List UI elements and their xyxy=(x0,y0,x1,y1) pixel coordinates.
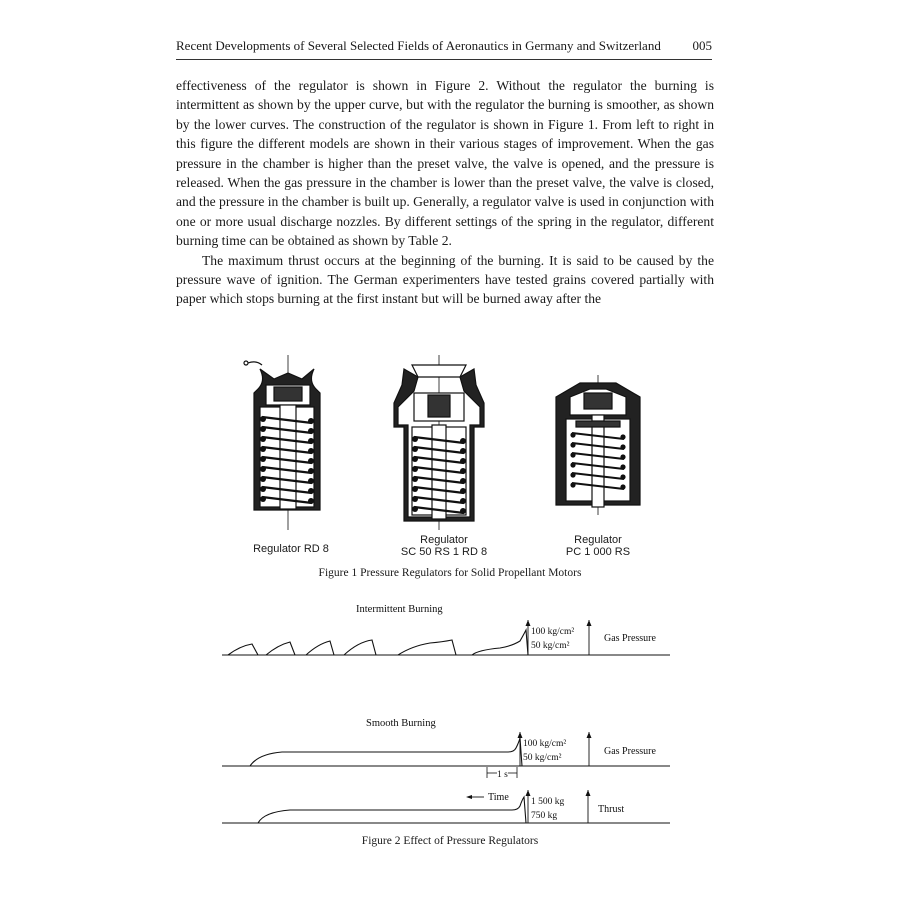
scale-1500-label: 1 500 kg xyxy=(531,797,565,807)
regulator-pc1000-drawing xyxy=(550,375,646,515)
time-scale-label: 1 s xyxy=(497,770,508,780)
regulator-pc1000-label xyxy=(546,534,650,558)
running-header-title: Recent Developments of Several Selected Fields of Aeronautics in Germany and Switzerland xyxy=(176,38,661,53)
running-header xyxy=(176,38,712,60)
regulator-label-line1: Regulator xyxy=(420,534,468,546)
regulator-label-line2: PC 1 000 RS xyxy=(565,546,631,558)
panel3-scale-arrow xyxy=(526,790,531,796)
paragraph: The maximum thrust occurs at the beginning of the burning. It is said to be caused by the pressure wave of ignition. The German experimenters have tested grains covered partially with paper which stops burning at the first instant but will be burned away after the xyxy=(176,252,714,307)
regulator-rd8-drawing xyxy=(236,355,336,530)
thrust-label: Thrust xyxy=(598,804,625,815)
figure-2 xyxy=(0,595,900,845)
thrust-trace xyxy=(258,797,526,823)
intermittent-pressure-trace xyxy=(228,630,528,655)
page-number: 005 xyxy=(692,38,712,53)
figure-2-caption: Figure 2 Effect of Pressure Regulators xyxy=(361,835,539,847)
gas-pressure-label: Gas Pressure xyxy=(604,746,656,757)
body-text xyxy=(176,76,714,309)
regulator-sc50-label xyxy=(384,534,504,558)
scale-100-label: 100 kg/cm² xyxy=(531,627,575,637)
scale-50-label: 50 kg/cm² xyxy=(523,753,562,763)
panel2-scale-arrow xyxy=(518,732,523,738)
gas-pressure-label: Gas Pressure xyxy=(604,633,656,644)
panel1-title: Intermittent Burning xyxy=(356,604,443,615)
scale-50-label: 50 kg/cm² xyxy=(531,641,570,651)
figure-1 xyxy=(0,355,900,585)
regulator-label-line2: SC 50 RS 1 RD 8 xyxy=(400,546,488,558)
regulator-label-line1: Regulator xyxy=(574,534,622,546)
time-arrowhead xyxy=(466,795,472,799)
figure-1-caption: Figure 1 Pressure Regulators for Solid Propellant Motors xyxy=(318,567,582,579)
thrust-arrow xyxy=(586,790,591,796)
panel1-scale-arrow xyxy=(526,620,531,626)
time-arrow-label: Time xyxy=(488,792,509,803)
gas-pressure-arrow xyxy=(587,620,592,626)
gas-pressure-arrow xyxy=(587,732,592,738)
regulator-rd8-label xyxy=(236,543,346,555)
scale-100-label: 100 kg/cm² xyxy=(523,739,567,749)
smooth-pressure-trace xyxy=(250,738,522,766)
regulator-label-line1: Regulator RD 8 xyxy=(253,543,329,555)
scale-750-label: 750 kg xyxy=(531,811,558,821)
paragraph: effectiveness of the regulator is shown in Figure 2. Without the regulator the burning is intermittent as shown by the upper curve, but with the regulator the burning is smoother, as shown by the lower curves. The construction of the regulator is shown in Figure 1. From left to right in this figure the different models are shown in their various stages of improvement. When the gas pressure in the chamber is higher than the preset valve, the valve is opened, and the pressure is released. When the gas pressure in the chamber is lower than the preset valve, the valve is closed, and the pressure in the chamber is built up. Generally, a regulator valve is used in conjunction with one or more usual discharge nozzles. By different settings of the spring in the regulator, different burning time can be obtained as shown by Table 2. xyxy=(176,78,714,249)
regulator-sc50-drawing xyxy=(384,355,494,530)
panel2-title: Smooth Burning xyxy=(366,718,436,729)
